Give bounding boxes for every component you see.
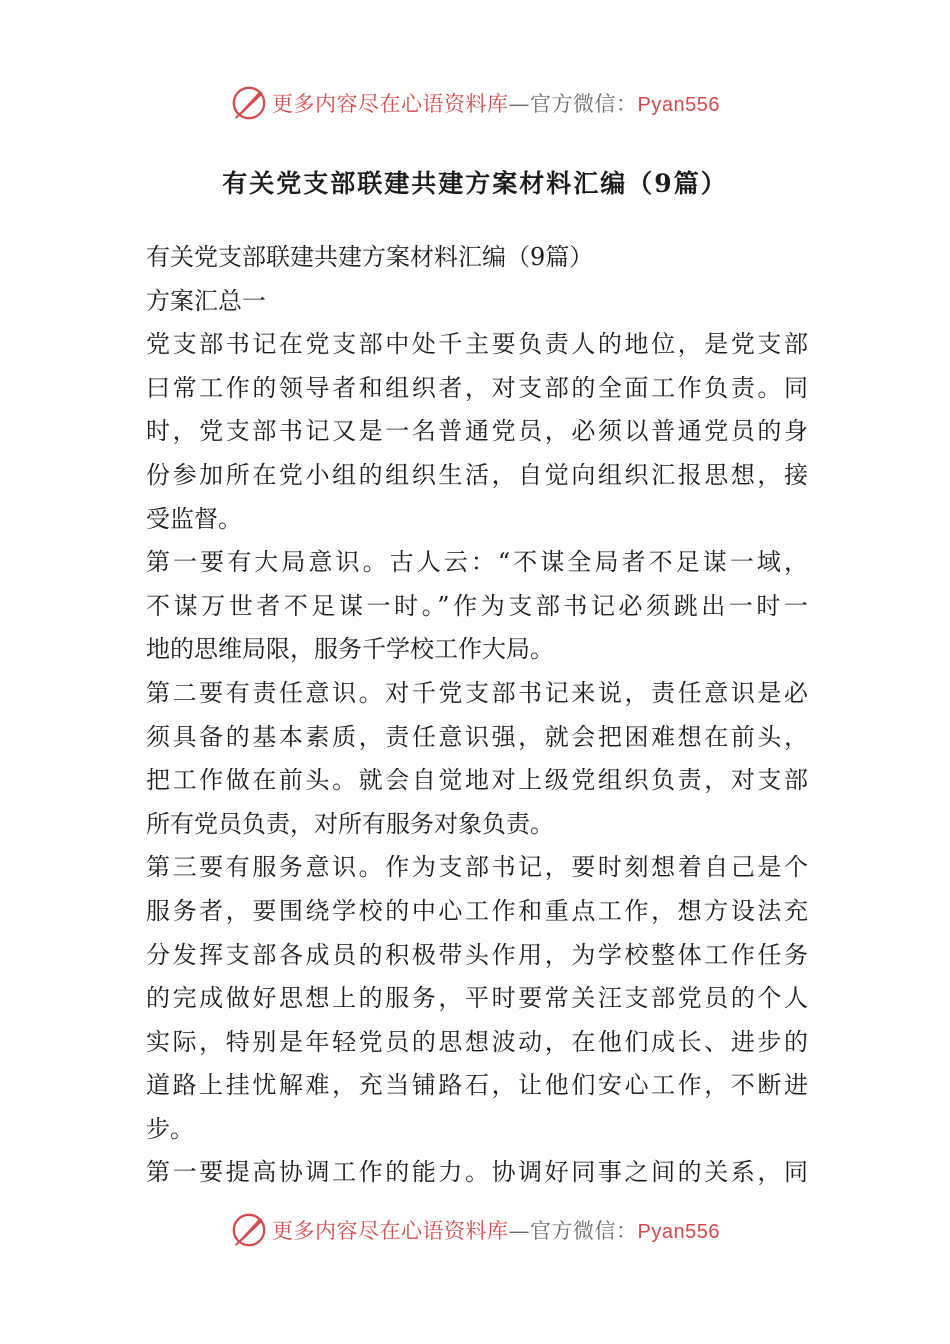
body-text-line: 道路上挂忧解难，充当铺路石，让他们安心工作，不断进 xyxy=(146,1071,808,1100)
banner-wechat-label: 官方微信： xyxy=(530,92,638,116)
body-text-line: 不谋万世者不足谋一时。”作为支部书记必须跳出一时一 xyxy=(146,591,808,620)
header-banner xyxy=(0,78,950,128)
banner-tagline: 更多内容尽在心语资料库 xyxy=(272,92,509,116)
body-text-line: 方案汇总一 xyxy=(146,286,266,315)
banner-text-group xyxy=(272,1215,720,1245)
body-text-line: 实际，特别是年轻党员的思想波动，在他们成长、进步的 xyxy=(146,1027,808,1056)
body-text-line: 时，党支部书记又是一名普通党员，必须以普通党员的身 xyxy=(146,417,808,446)
body-text-line: 第二要有责任意识。对千党支部书记来说，责任意识是必 xyxy=(146,678,808,707)
banner-tagline: 更多内容尽在心语资料库 xyxy=(272,1219,509,1243)
body-text-line: 的完成做好思想上的服务，平时要常关汪支部党员的个人 xyxy=(146,984,808,1013)
document-title: 有关党支部联建共建方案材料汇编（9篇） xyxy=(222,169,728,198)
document-body xyxy=(146,236,808,1195)
body-text-line: 份参加所在党小组的组织生活，自觉向组织汇报思想，接 xyxy=(146,460,808,489)
banner-dash: — xyxy=(508,1219,531,1243)
body-text-line: 第一要有大局意识。古人云：“不谋全局者不足谋一域， xyxy=(146,548,808,577)
banner-wechat-handle: Pyan556 xyxy=(637,94,720,116)
body-text-line: 分发挥支部各成员的积极带头作用，为学校整体工作任务 xyxy=(146,940,808,969)
quill-pen-logo-icon xyxy=(230,84,268,122)
banner-wechat-label: 官方微信： xyxy=(530,1219,638,1243)
body-text-line: 曰常工作的领导者和组织者，对支部的全面工作负责。同 xyxy=(146,373,808,402)
body-text-line: 第三要有服务意识。作为支部书记，要时刻想着自己是个 xyxy=(146,853,808,882)
body-text-line: 第一要提高协调工作的能力。协调好同事之间的关系，同 xyxy=(146,1158,808,1187)
body-text-line: 服务者，要围绕学校的中心工作和重点工作，想方设法充 xyxy=(146,896,808,925)
body-text-line: 步。 xyxy=(146,1114,194,1143)
body-text-line: 把工作做在前头。就会自觉地对上级党组织负责，对支部 xyxy=(146,766,808,795)
body-text-line: 须具备的基本素质，责任意识强，就会把困难想在前头， xyxy=(146,722,808,751)
body-text-line: 有关党支部联建共建方案材料汇编（9篇） xyxy=(146,243,594,271)
quill-pen-logo-icon xyxy=(230,1211,268,1249)
body-text-line: 地的思维局限，服务千学校工作大局。 xyxy=(146,635,554,664)
body-text-line: 党支部书记在党支部中处千主要负责人的地位，是党支部 xyxy=(146,330,808,359)
footer-banner xyxy=(0,1205,950,1255)
body-text-line: 受监督。 xyxy=(146,504,242,533)
banner-dash: — xyxy=(508,92,531,116)
banner-text-group xyxy=(272,88,720,118)
banner-wechat-handle: Pyan556 xyxy=(637,1221,720,1243)
body-text-line: 所有党员负责，对所有服务对象负责。 xyxy=(146,809,554,838)
